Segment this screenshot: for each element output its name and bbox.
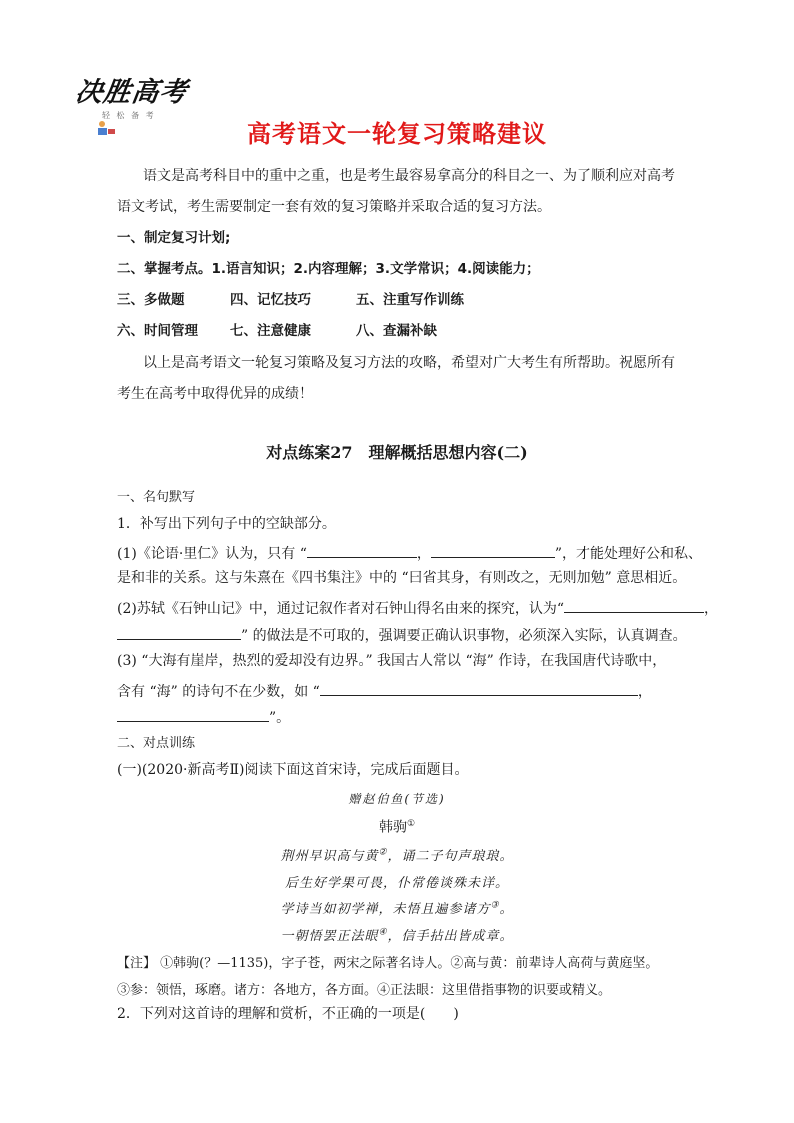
q1-1-comma: ， [416, 546, 431, 562]
poem-line-1 [0, 845, 794, 864]
poem-line-2 [0, 872, 794, 891]
q1-2-prefix: (2)苏轼《石钟山记》中，通过记叙作者对石钟山得名由来的探究，认为“ [117, 601, 564, 617]
strategy-8: 八、查漏补缺 [356, 323, 437, 339]
poem-line-rest: ，信手拈出皆成章。 [387, 929, 514, 944]
subsection-1: (一)(2020·新高考Ⅱ)阅读下面这首宋诗，完成后面题目。 [117, 762, 469, 778]
poem-line-3 [0, 898, 794, 917]
strategy-7: 七、注意健康 [230, 323, 311, 339]
q1-2-suffix: ” 的做法是不可取的，强调要正确认识事物，必须深入实际，认真调查。 [241, 628, 687, 644]
poem-line-text: 一朝悟罢正法眼 [280, 929, 379, 944]
question-2: 2．下列对这首诗的理解和赏析，不正确的一项是( ) [117, 1006, 459, 1022]
footnote-marker: ① [406, 819, 416, 829]
page-title: 高考语文一轮复习策略建议 [247, 120, 547, 148]
question-1-3-end [117, 707, 290, 726]
section-2-heading: 二、对点训练 [117, 736, 196, 751]
strategy-3: 三、多做题 [117, 292, 185, 308]
intro-line-1: 语文是高考科目中的重中之重，也是考生最容易拿高分的科目之一、为了顺利应对高考 [143, 168, 675, 184]
strategy-4: 四、记忆技巧 [230, 292, 311, 308]
poem-author-name: 韩驹 [378, 819, 407, 836]
q1-3-prefix: 含有 “海” 的诗句不在少数，如 “ [117, 684, 320, 700]
strategy-1: 一、制定复习计划; [117, 230, 231, 246]
poem-line-text: 学诗当如初学禅，未悟且遍参诸方 [280, 902, 491, 917]
section-1-heading: 一、名句默写 [117, 490, 196, 505]
answer-blank[interactable] [431, 543, 555, 558]
question-1-3: (3) “大海有崖岸，热烈的爱却没有边界。” 我国古人常以 “海” 作诗，在我国唐代诗歌中， [117, 653, 667, 669]
poem-line-rest: 。 [499, 902, 514, 917]
question-1: 1．补写出下列句子中的空缺部分。 [117, 516, 336, 532]
answer-blank[interactable] [320, 681, 638, 696]
footnote-marker: ④ [378, 927, 388, 938]
exercise-title: 对点练案27 理解概括思想内容(二) [266, 443, 528, 462]
note-line-1: 【注】 ①韩驹(？—1135)，字子苍，两宋之际著名诗人。②高与黄：前辈诗人高荷与黄庭坚。 [117, 956, 659, 971]
q1-3-suffix: ”。 [269, 710, 291, 726]
answer-blank[interactable] [564, 598, 704, 613]
strategy-5: 五、注重写作训练 [356, 292, 464, 308]
question-1-2 [117, 598, 718, 617]
question-1-1-cont: 是和非的关系。这与朱熹在《四书集注》中的 “曰省其身，有则改之，无则加勉” 意思相近。 [117, 570, 687, 586]
poem-title: 赠赵伯鱼(节选) [348, 792, 446, 806]
closing-line-1: 以上是高考语文一轮复习策略及复习方法的攻略，希望对广大考生有所帮助。祝愿所有 [143, 355, 675, 371]
question-1-2-cont [117, 625, 687, 644]
closing-line-2: 考生在高考中取得优异的成绩！ [117, 386, 313, 402]
logo-text: 决胜高考 [73, 77, 190, 108]
answer-blank[interactable] [117, 625, 241, 640]
intro-line-2: 语文考试，考生需要制定一套有效的复习策略并采取合适的复习方法。 [117, 199, 551, 215]
q1-1-prefix: (1)《论语·里仁》认为，只有 “ [117, 546, 307, 562]
footnote-marker: ③ [490, 900, 500, 911]
strategy-6: 六、时间管理 [117, 323, 198, 339]
question-1-1 [117, 543, 702, 562]
q1-2-comma: ， [704, 601, 718, 617]
answer-blank[interactable] [117, 707, 269, 722]
poem-line-text: 后生好学果可畏，仆常倦谈殊未详。 [284, 876, 509, 891]
poem-line-text: 荆州早识高与黄 [280, 849, 379, 864]
question-1-3-cont [117, 681, 652, 700]
footnote-marker: ② [378, 847, 388, 858]
answer-blank[interactable] [307, 543, 417, 558]
poem-line-4 [0, 925, 794, 944]
note-line-2: ③参：领悟，琢磨。诸方：各地方，各方面。④正法眼：这里借指事物的识要或精义。 [117, 983, 612, 998]
poem-line-rest: ，诵二子句声琅琅。 [387, 849, 514, 864]
strategy-2: 二、掌握考点。1.语言知识；2.内容理解；3.文学常识；4.阅读能力； [117, 261, 540, 277]
q1-3-comma: ， [637, 684, 652, 700]
poem-author [0, 816, 794, 836]
logo-subtitle: 轻 松 备 考 [102, 111, 156, 120]
q1-1-suffix: ”，才能处理好公和私、 [554, 546, 703, 562]
